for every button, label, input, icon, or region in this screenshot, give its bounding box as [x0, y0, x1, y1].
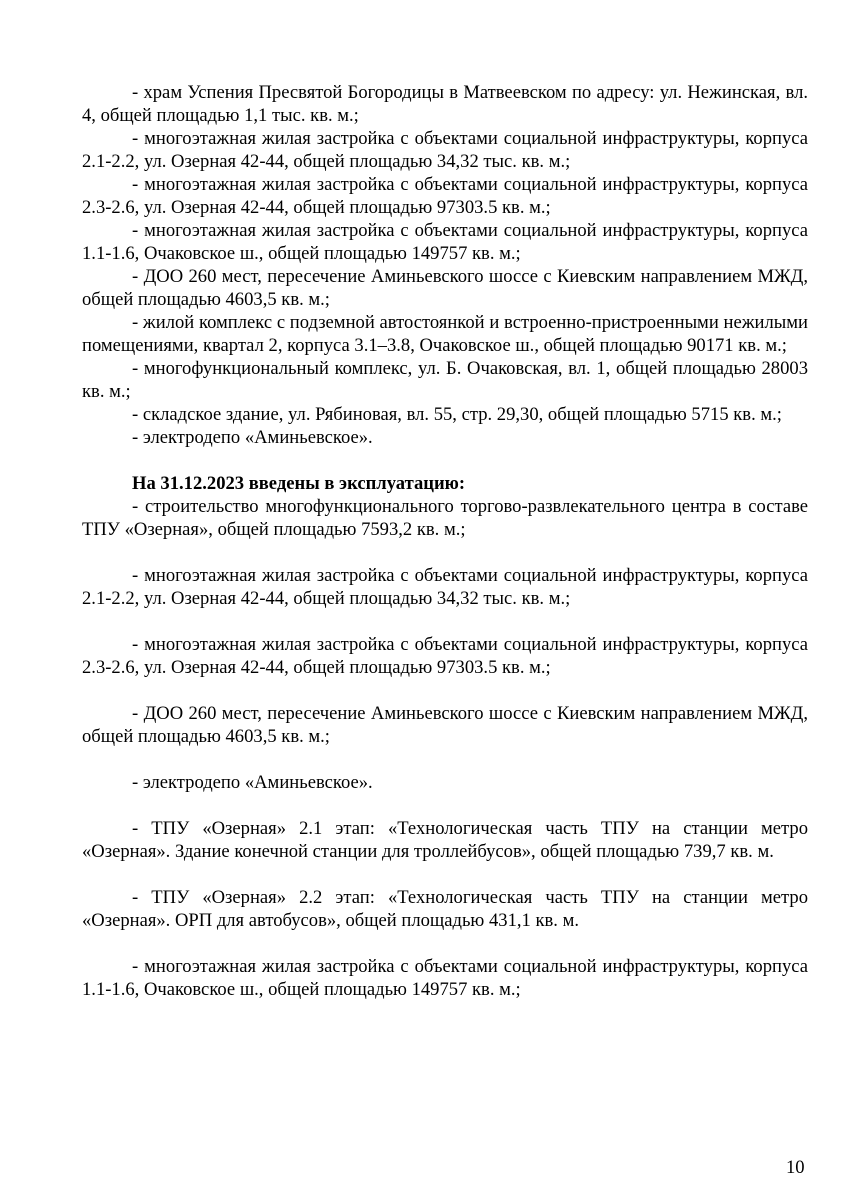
list-item: - храм Успения Пресвятой Богородицы в Матвеевском по адресу: ул. Нежинская, вл. 4, общей площадью 1,1 тыс. кв. м.; [82, 82, 808, 126]
list-item: - многоэтажная жилая застройка с объектами социальной инфраструктуры, корпуса 2.3-2.6, ул. Озерная 42-44, общей площадью 97303.5 кв. м.; [82, 174, 808, 218]
list-item: - многоэтажная жилая застройка с объектами социальной инфраструктуры, корпуса 2.1-2.2, ул. Озерная 42-44, общей площадью 34,32 тыс. кв. м.; [82, 128, 808, 172]
list-item: - строительство многофункционального торгово-развлекательного центра в составе ТПУ «Озерная», общей площадью 7593,2 кв. м.; [82, 496, 808, 540]
list-item: - многоэтажная жилая застройка с объектами социальной инфраструктуры, корпуса 2.3-2.6, ул. Озерная 42-44, общей площадью 97303.5 кв. м.; [82, 634, 808, 678]
list-item: - многоэтажная жилая застройка с объектами социальной инфраструктуры, корпуса 2.1-2.2, ул. Озерная 42-44, общей площадью 34,32 тыс. кв. м.; [82, 565, 808, 609]
list-item: - складское здание, ул. Рябиновая, вл. 55, стр. 29,30, общей площадью 5715 кв. м.; [132, 404, 782, 425]
list-item: - жилой комплекс с подземной автостоянкой и встроенно-пристроенными нежилыми помещениями, квартал 2, корпуса 3.1–3.8, Очаковское ш., общей площадью 90171 кв. м.; [82, 312, 808, 356]
list-item: - ТПУ «Озерная» 2.2 этап: «Технологическая часть ТПУ на станции метро «Озерная». ОРП для автобусов», общей площадью 431,1 кв. м. [82, 887, 808, 931]
page-number: 10 [786, 1157, 805, 1178]
list-item: - многофункциональный комплекс, ул. Б. Очаковская, вл. 1, общей площадью 28003 кв. м.; [82, 358, 808, 402]
list-item: - электродепо «Аминьевское». [132, 772, 373, 793]
list-item: - ТПУ «Озерная» 2.1 этап: «Технологическая часть ТПУ на станции метро «Озерная». Здание конечной станции для троллейбусов», общей площадью 739,7 кв. м. [82, 818, 808, 862]
list-item: - электродепо «Аминьевское». [132, 427, 373, 448]
list-item: - ДОО 260 мест, пересечение Аминьевского шоссе с Киевским направлением МЖД, общей площадью 4603,5 кв. м.; [82, 266, 808, 310]
document-page [82, 81, 808, 1001]
section-heading: На 31.12.2023 введены в эксплуатацию: [132, 473, 466, 494]
list-item: - многоэтажная жилая застройка с объектами социальной инфраструктуры, корпуса 1.1-1.6, Очаковское ш., общей площадью 149757 кв. м.; [82, 956, 808, 1000]
list-item: - многоэтажная жилая застройка с объектами социальной инфраструктуры, корпуса 1.1-1.6, Очаковское ш., общей площадью 149757 кв. м.; [82, 220, 808, 264]
list-item: - ДОО 260 мест, пересечение Аминьевского шоссе с Киевским направлением МЖД, общей площадью 4603,5 кв. м.; [82, 703, 808, 747]
